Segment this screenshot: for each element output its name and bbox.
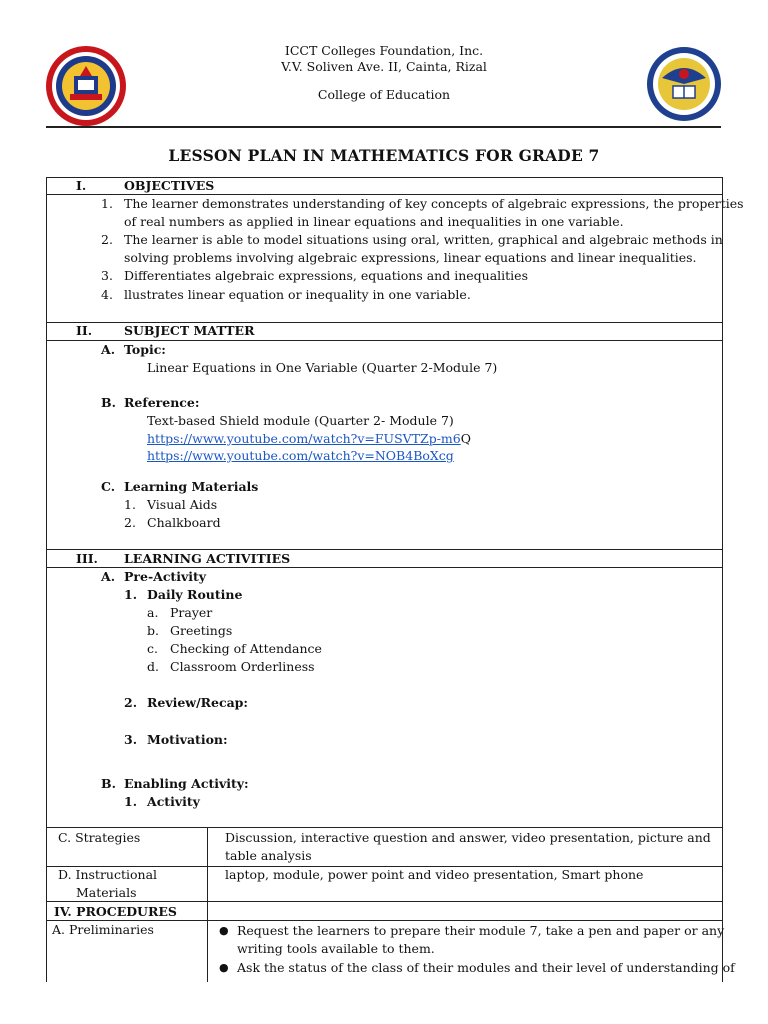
strategies-line-1: Discussion, interactive question and answer, video presentation, picture and	[225, 830, 711, 845]
instructional-materials-label-1: D. Instructional	[58, 867, 158, 882]
college-name: College of Education	[317, 87, 451, 102]
procedures-heading: IV. PROCEDURES	[54, 904, 177, 919]
pre-activity-letter: A.	[101, 569, 116, 584]
pre-activity-label: Pre-Activity	[124, 569, 207, 584]
instructional-materials-label-2: Materials	[76, 885, 137, 900]
motivation-num: 3.	[124, 732, 138, 747]
preliminaries-label: A. Preliminaries	[52, 922, 154, 937]
review-label: Review/Recap:	[147, 695, 249, 710]
topic-value: Linear Equations in One Variable (Quarter 2-Module 7)	[147, 360, 498, 375]
header-rule	[46, 126, 721, 128]
topic-label: Topic:	[124, 342, 166, 357]
activity-label: Activity	[147, 794, 200, 809]
subject-matter-numeral: II.	[76, 323, 93, 338]
instructional-materials-value: laptop, module, power point and video presentation, Smart phone	[225, 867, 644, 882]
page-title: LESSON PLAN IN MATHEMATICS FOR GRADE 7	[168, 146, 600, 165]
subject-matter-heading: SUBJECT MATTER	[124, 323, 255, 338]
routine-label: Daily Routine	[147, 587, 243, 602]
routine-num: 1.	[124, 587, 138, 602]
objectives-numeral: I.	[76, 178, 87, 193]
institution-name: ICCT Colleges Foundation, Inc.	[284, 43, 484, 58]
youtube-link-1-row	[147, 430, 471, 448]
strategies-label: C. Strategies	[58, 830, 141, 845]
reference-letter: B.	[101, 395, 116, 410]
bullet-icon: ●	[219, 924, 229, 937]
reference-text: Text-based Shield module (Quarter 2- Module 7)	[147, 413, 454, 428]
learning-activities-numeral: III.	[76, 551, 98, 566]
bullet-icon: ●	[219, 961, 229, 974]
learning-activities-heading: LEARNING ACTIVITIES	[124, 551, 291, 566]
topic-letter: A.	[101, 342, 116, 357]
motivation-label: Motivation:	[147, 732, 228, 747]
enabling-label: Enabling Activity:	[124, 776, 249, 791]
objectives-heading: OBJECTIVES	[124, 178, 215, 193]
review-num: 2.	[124, 695, 138, 710]
materials-letter: C.	[101, 479, 116, 494]
activity-num: 1.	[124, 794, 138, 809]
materials-label: Learning Materials	[124, 479, 259, 494]
enabling-letter: B.	[101, 776, 116, 791]
institution-address: V.V. Soliven Ave. II, Cainta, Rizal	[281, 59, 487, 74]
youtube-link-2[interactable]: https://www.youtube.com/watch?v=NOB4BoXcg	[147, 448, 454, 463]
youtube-link-1[interactable]: https://www.youtube.com/watch?v=FUSVTZp-m6	[147, 431, 461, 446]
reference-label: Reference:	[124, 395, 200, 410]
strategies-line-2: table analysis	[225, 848, 312, 863]
youtube-link-1-tail: Q	[460, 431, 471, 446]
